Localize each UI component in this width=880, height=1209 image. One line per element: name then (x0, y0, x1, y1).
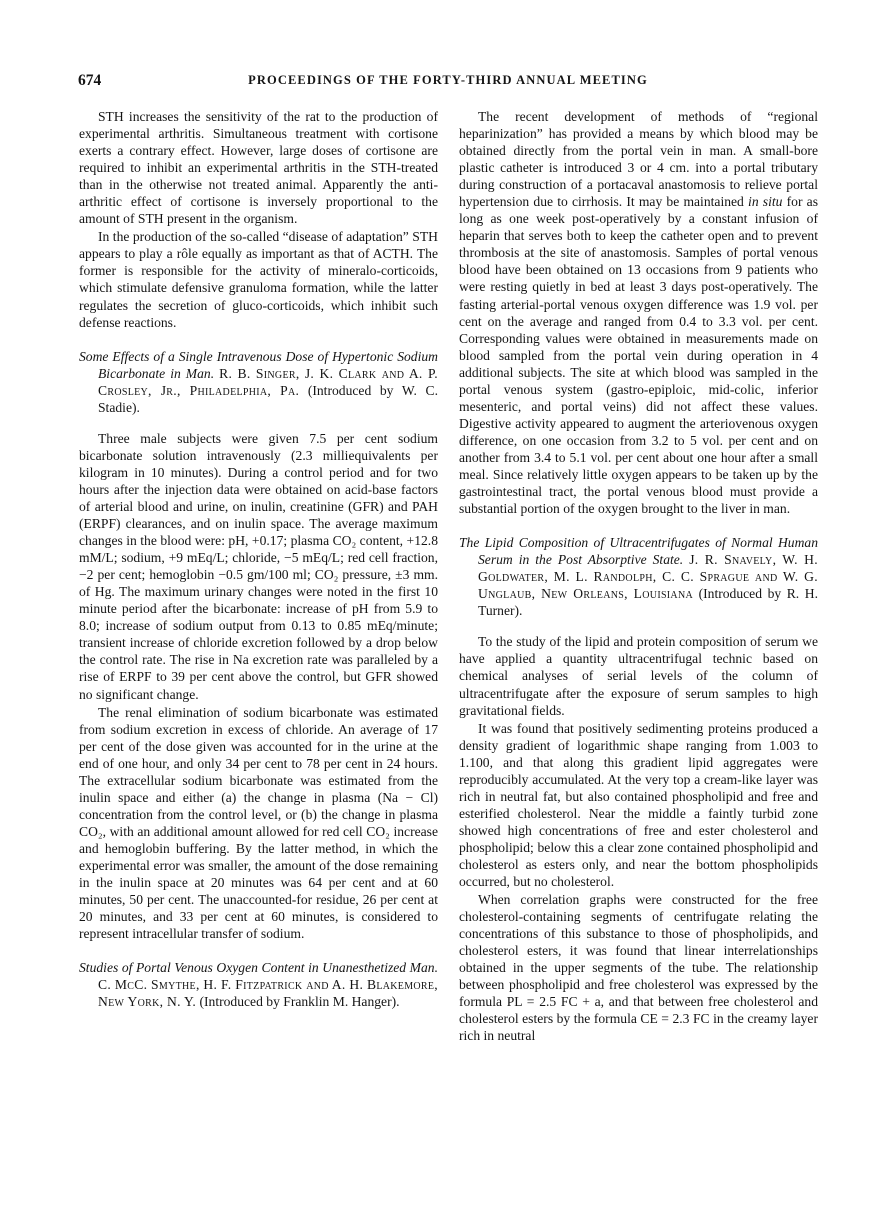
paragraph-text: The recent development of methods of “regional heparinization” has provided a means by which blood may be obtained directly from the portal vein in man. A small-bore plastic catheter is introduced 3 or 4 cm. into a portal tributary during construction of a portacaval anastomosis to relieve portal hypertension due to cirrhosis. It may be maintained (459, 109, 818, 210)
abstract-introduced-by: (Introduced by Franklin M. Hanger). (199, 994, 400, 1010)
abstract-authors: R. B. Singer, J. K. Clark and A. P. Crosley, Jr., Philadelphia, Pa. (98, 365, 439, 398)
left-column (79, 108, 438, 1024)
abstract-title: The Lipid Composition of Ultracentrifugates of Normal Human Serum in the Post Absorptive State. (459, 535, 818, 568)
abstract-introduced-by: (Introduced by W. C. Stadie). (98, 382, 438, 415)
abstract-heading (79, 348, 438, 416)
abstract-title: Some Effects of a Single Intravenous Dose of Hypertonic Sodium Bicarbonate in Man. (79, 348, 438, 381)
paragraph: The renal elimination of sodium bicarbonate was estimated from sodium excretion in excess of chloride. An average of 17 per cent of the dose given was accounted for in the urine at the end of one hour, and only 34 per cent to 78 per cent in 24 hours. The extracellular sodium bicarbonate was estimated from the inulin space and either (a) the change in plasma (Na − Cl) concentration from the control level, or (b) the change in plasma CO₂, with an additional amount allowed for red cell CO₂ increase and hemoglobin buffering. By the latter method, in which the experimental error was smaller, the amount of the dose remaining in the inulin space at 20 minutes was 64 per cent and at 60 minutes, 50 per cent. The unaccounted-for residue, 26 per cent at 20 minutes, and 33 per cent at 60 minutes, is considered to represent intracellular transfer of sodium. (79, 704, 438, 942)
abstract-heading (79, 959, 438, 1010)
abstract-title: Studies of Portal Venous Oxygen Content in Unanesthetized Man. (79, 960, 438, 976)
paragraph: STH increases the sensitivity of the rat to the production of experimental arthritis. Simultaneous treatment with cortisone exerts a contrary effect. However, large doses of cortisone are required to inhibit an experimental arthritis in the STH-treated than in the otherwise not treated animal. Apparently the anti-arthritic effect of cortisone is inversely proportional to the amount of STH present in the organism. (79, 109, 438, 227)
abstract-introduced-by: (Introduced by R. H. Turner). (478, 586, 818, 619)
running-head: PROCEEDINGS OF THE FORTY-THIRD ANNUAL MEETING (248, 73, 648, 87)
page-number: 674 (78, 72, 102, 89)
italic-term: in situ (748, 194, 783, 210)
paragraph: To the study of the lipid and protein composition of serum we have applied a quantity ultracentrifugal technic based on chemical analyses of serial levels of the column of ultracentrifugate after the exposure of serum samples to high gravitational fields. (459, 634, 818, 718)
right-column (459, 108, 818, 1045)
paragraph: It was found that positively sedimenting proteins produced a density gradient of logarithmic shape ranging from 1.003 to 1.100, and that along this gradient lipid aggregates were reproducibly accumulated. At the very top a cream-like layer was rich in neutral fat, but also contained phospholipid and free and esterified cholesterol. Near the middle a faintly turbid zone showed high concentrations of free and ester cholesterol and phospholipid; below this a clear zone contained phospholipid and cholesterol as esters only, and near the bottom phospholipids occurred, but no cholesterol. (459, 720, 818, 890)
paragraph (459, 108, 818, 517)
paragraph: When correlation graphs were constructed for the free cholesterol-containing segments of centrifugate relating the concentrations of this substance to those of phospholipids, and cholesterol esters, it was found that linear interrelationships obtained in the upper segments of the tube. The relationship between phospholipid and free cholesterol was expressed by the formula PL = 2.5 FC + a, and that between free cholesterol and cholesterol esters by the formula CE = 2.3 FC in the creamy layer rich in neutral (459, 892, 818, 1044)
page-header (78, 72, 818, 94)
abstract-authors: C. McC. Smythe, H. F. Fitzpatrick and A. H. Blakemore, New York, N. Y. (98, 977, 438, 1010)
abstract-heading (459, 534, 818, 619)
paragraph: In the production of the so-called “disease of adaptation” STH appears to play a rôle equally as important as that of ACTH. The former is responsible for the activity of mineralo-corticoids, which stimulate defensive granuloma formation, while the latter regulates the secretion of gluco-corticoids, which inhibit such defense reactions. (79, 229, 438, 330)
paragraph: Three male subjects were given 7.5 per cent sodium bicarbonate solution intravenously (2.3 milliequivalents per kilogram in 10 minutes). During a control period and for two hours after the injection data were obtained on acid-base factors of arterial blood and urine, on inulin, creatinine (GFR) and PAH (ERPF) clearances, and on inulin space. The average maximum changes in the blood were: pH, +0.17; plasma CO₂ content, +12.8 mM/L; sodium, +9 mEq/L; chloride, −5 mEq/L; red cell fraction, −2 per cent; hemoglobin −0.5 gm/100 ml; CO₂ pressure, ±3 mm. of Hg. The maximum urinary changes were noted in the first 10 minute period after the bicarbonate: increase of pH from 5.9 to 8.0; increase of sodium output from 0.13 to 0.85 mEq/minute; transient increase of chloride excretion followed by a drop below the control rate. The rise in Na excretion rate was paralleled by a rise of ERPF to 39 per cent above the control, but GFR showed no significant change. (79, 430, 438, 702)
paragraph-text: for as long as one week post-operatively by a constant infusion of heparin that serves both to keep the catheter open and to prevent thrombosis at the site of anastomosis. Samples of portal venous blood have been obtained on 13 occasions from 9 patients who were resting quietly in bed at least 3 days post-operatively. The fasting arterial-portal venous oxygen difference was 1.9 vol. per cent on the average and ranged from 0.4 to 3.3 vol. per cent. Corresponding values were obtained in measurements made on blood sampled from the portal vein during operation in 4 additional subjects. The site at which blood was sampled in the portal venous system (gastro-epiploic, mid-colic, inferior mesenteric, and portal veins) did not affect these values. Digestive activity appeared to augment the arteriovenous oxygen difference, on one occasion from 3.2 to 5 vol. per cent and on another from 3.4 to 5.1 vol. per cent about one hour after a small meal. Since relatively little oxygen appears to be taken up by the gastrointestinal tract, the portal venous blood must provide a substantial portion of the oxygen brought to the liver in man. (459, 194, 818, 517)
abstract-authors: J. R. Snavely, W. H. Goldwater, M. L. Randolph, C. C. Sprague and W. G. Unglaub, New Orleans, Louisiana (478, 552, 818, 602)
